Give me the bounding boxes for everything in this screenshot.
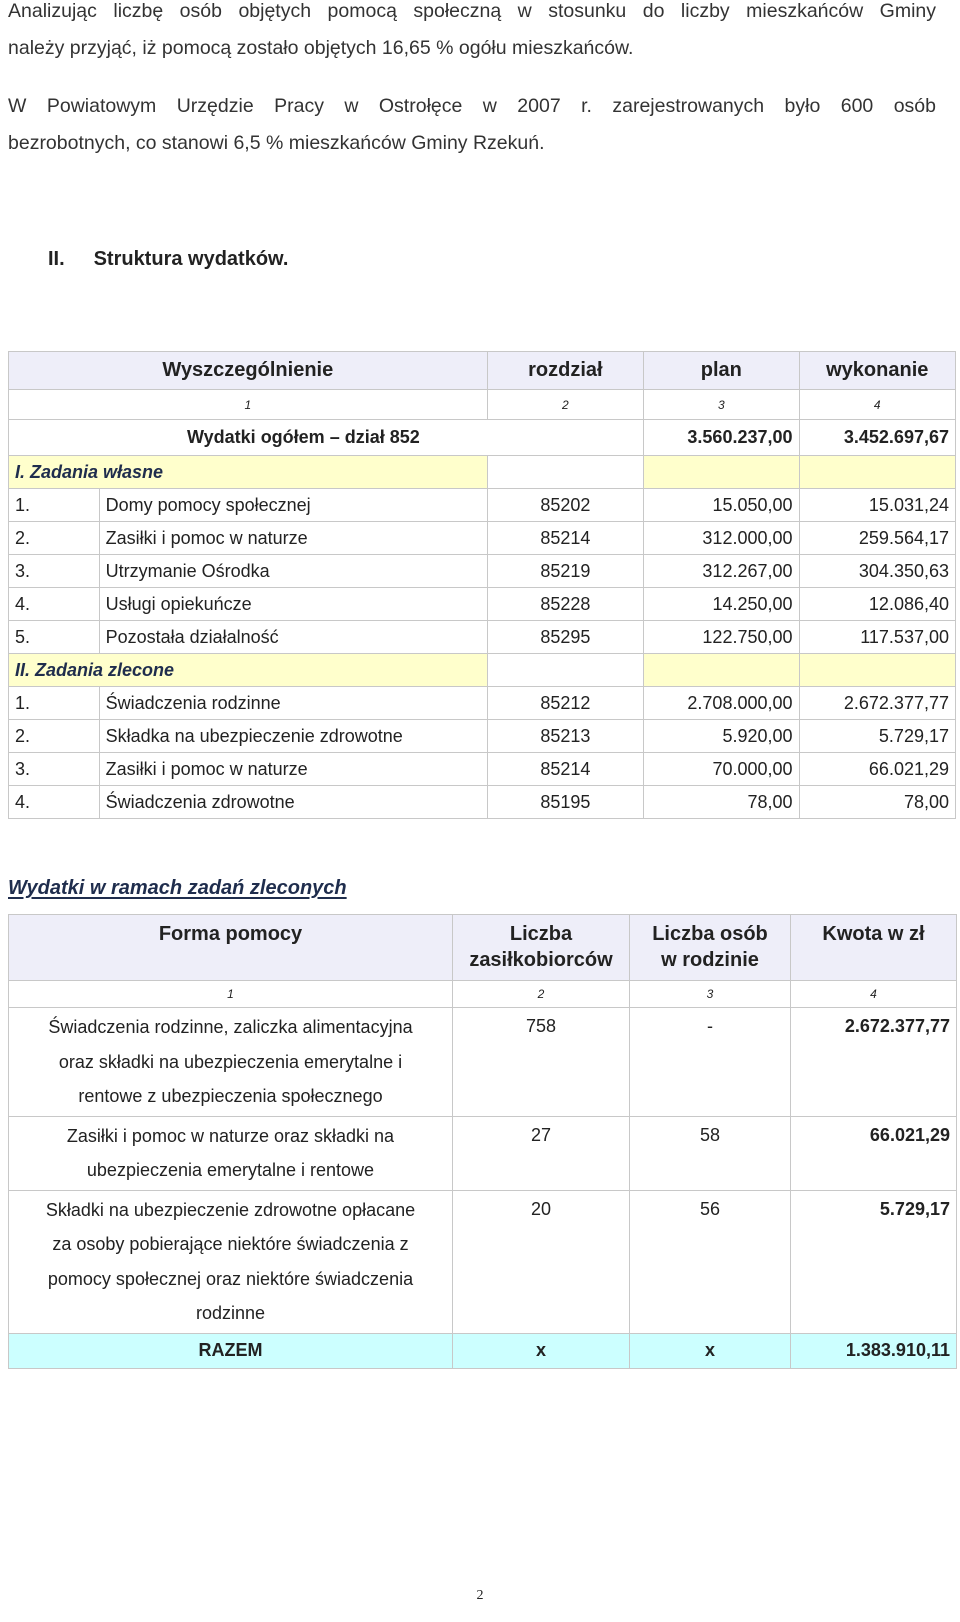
commissioned-expenses-table <box>8 914 957 1369</box>
row-execution: 12.086,40 <box>799 588 955 621</box>
intro-line: bezrobotnych, co stanowi 6,5 % mieszkańców Gminy Rzekuń. <box>8 132 545 154</box>
page-number: 2 <box>476 1588 484 1603</box>
table-row <box>9 1190 957 1333</box>
row-amount: 2.672.377,77 <box>791 1008 957 1117</box>
column-index-row <box>9 981 957 1008</box>
row-plan: 5.920,00 <box>644 720 799 753</box>
row-chapter: 85202 <box>487 489 643 522</box>
row-name: Utrzymanie Ośrodka <box>99 555 487 588</box>
section-label: I. Zadania własne <box>9 456 488 489</box>
commissioned-expenses-heading: Wydatki w ramach zadań zleconych <box>8 877 347 899</box>
row-number: 4. <box>9 786 100 819</box>
row-execution: 78,00 <box>799 786 955 819</box>
total-amount: 1.383.910,11 <box>791 1333 957 1368</box>
empty-cell <box>644 456 799 489</box>
row-family: 58 <box>630 1116 791 1190</box>
section-row-commissioned <box>9 654 956 687</box>
table-row <box>9 588 956 621</box>
total-row <box>9 1333 957 1368</box>
row-chapter: 85212 <box>487 687 643 720</box>
row-beneficiaries: 758 <box>453 1008 630 1117</box>
table-row <box>9 489 956 522</box>
row-execution: 259.564,17 <box>799 522 955 555</box>
table-row <box>9 1008 957 1117</box>
description-line: Zasiłki i pomoc w naturze oraz składki na <box>66 1125 395 1146</box>
table-row <box>9 753 956 786</box>
total-beneficiaries: x <box>453 1333 630 1368</box>
column-index: 3 <box>644 390 799 420</box>
header-line: Liczba <box>509 923 573 945</box>
empty-cell <box>487 654 643 687</box>
row-execution: 304.350,63 <box>799 555 955 588</box>
column-index: 4 <box>799 390 955 420</box>
total-label: RAZEM <box>9 1333 453 1368</box>
table-header-row <box>9 915 957 981</box>
row-plan: 312.267,00 <box>644 555 799 588</box>
header-line: w rodzinie <box>661 949 759 971</box>
row-name: Świadczenia zdrowotne <box>99 786 487 819</box>
row-family: 56 <box>630 1190 791 1333</box>
row-execution: 5.729,17 <box>799 720 955 753</box>
row-execution: 15.031,24 <box>799 489 955 522</box>
empty-cell <box>644 654 799 687</box>
row-plan: 70.000,00 <box>644 753 799 786</box>
row-number: 2. <box>9 720 100 753</box>
expenditure-structure-table <box>8 351 956 819</box>
row-chapter: 85195 <box>487 786 643 819</box>
row-chapter: 85214 <box>487 522 643 555</box>
col-header-amount: Kwota w zł <box>791 915 957 981</box>
total-family: x <box>630 1333 791 1368</box>
col-header-execution: wykonanie <box>799 352 955 390</box>
description-line: pomocy społecznej oraz niektóre świadczenia <box>47 1268 414 1289</box>
col-header-family <box>630 915 791 981</box>
col-header-plan: plan <box>644 352 799 390</box>
row-chapter: 85228 <box>487 588 643 621</box>
section-title <box>48 248 288 271</box>
row-chapter: 85214 <box>487 753 643 786</box>
row-plan: 78,00 <box>644 786 799 819</box>
row-plan: 312.000,00 <box>644 522 799 555</box>
column-index: 4 <box>791 981 957 1008</box>
empty-cell <box>799 654 955 687</box>
description-line: Świadczenia rodzinne, zaliczka alimentacyjna <box>48 1017 413 1037</box>
row-plan: 15.050,00 <box>644 489 799 522</box>
row-name: Domy pomocy społecznej <box>99 489 487 522</box>
row-beneficiaries: 20 <box>453 1190 630 1333</box>
row-number: 4. <box>9 588 100 621</box>
description-line: Składki na ubezpieczenie zdrowotne opłacane <box>45 1199 416 1220</box>
row-name: Pozostała działalność <box>99 621 487 654</box>
intro-line: W Powiatowym Urzędzie Pracy w Ostrołęce w 2007 r. zarejestrowanych było 600 osób <box>8 95 936 117</box>
row-number: 2. <box>9 522 100 555</box>
intro-paragraph-2 <box>8 88 936 162</box>
row-plan: 2.708.000,00 <box>644 687 799 720</box>
row-number: 1. <box>9 687 100 720</box>
section-title-text: Struktura wydatków. <box>93 248 289 270</box>
total-label: Wydatki ogółem – dział 852 <box>9 420 644 456</box>
column-index: 2 <box>453 981 630 1008</box>
column-index: 2 <box>487 390 643 420</box>
header-line: zasiłkobiorców <box>469 949 613 971</box>
row-chapter: 85295 <box>487 621 643 654</box>
row-description <box>9 1008 453 1117</box>
col-header-chapter: rozdział <box>487 352 643 390</box>
row-description <box>9 1190 453 1333</box>
header-line: Liczba osób <box>652 923 768 945</box>
row-execution: 117.537,00 <box>799 621 955 654</box>
table-row <box>9 786 956 819</box>
row-name: Świadczenia rodzinne <box>99 687 487 720</box>
row-name: Składka na ubezpieczenie zdrowotne <box>99 720 487 753</box>
col-header-item: Wyszczególnienie <box>9 352 488 390</box>
row-family: - <box>630 1008 791 1117</box>
row-plan: 122.750,00 <box>644 621 799 654</box>
description-line: oraz składki na ubezpieczenia emerytalne i <box>58 1051 403 1072</box>
column-index-row <box>9 390 956 420</box>
row-execution: 2.672.377,77 <box>799 687 955 720</box>
total-plan: 3.560.237,00 <box>644 420 799 456</box>
intro-paragraph-1 <box>8 0 936 67</box>
row-amount: 5.729,17 <box>791 1190 957 1333</box>
col-header-form: Forma pomocy <box>9 915 453 981</box>
column-index: 3 <box>630 981 791 1008</box>
table-row <box>9 522 956 555</box>
row-number: 3. <box>9 753 100 786</box>
description-line: rodzinne <box>195 1303 266 1323</box>
total-execution: 3.452.697,67 <box>799 420 955 456</box>
row-number: 1. <box>9 489 100 522</box>
row-description <box>9 1116 453 1190</box>
intro-line: Analizując liczbę osób objętych pomocą społeczną w stosunku do liczby mieszkańców Gminy <box>8 0 936 22</box>
table-row <box>9 555 956 588</box>
row-chapter: 85213 <box>487 720 643 753</box>
empty-cell <box>487 456 643 489</box>
row-chapter: 85219 <box>487 555 643 588</box>
table-row <box>9 687 956 720</box>
description-line: za osoby pobierające niektóre świadczenia z <box>52 1234 409 1254</box>
row-name: Zasiłki i pomoc w naturze <box>99 753 487 786</box>
intro-line: należy przyjąć, iż pomocą zostało objętych 16,65 % ogółu mieszkańców. <box>8 37 634 59</box>
row-name: Usługi opiekuńcze <box>99 588 487 621</box>
row-beneficiaries: 27 <box>453 1116 630 1190</box>
row-number: 5. <box>9 621 100 654</box>
row-execution: 66.021,29 <box>799 753 955 786</box>
total-row <box>9 420 956 456</box>
row-number: 3. <box>9 555 100 588</box>
description-line: ubezpieczenia emerytalne i rentowe <box>86 1160 375 1180</box>
table-row <box>9 1116 957 1190</box>
table-row <box>9 720 956 753</box>
row-amount: 66.021,29 <box>791 1116 957 1190</box>
column-index: 1 <box>9 390 488 420</box>
section-row-own <box>9 456 956 489</box>
col-header-beneficiaries <box>453 915 630 981</box>
table-row <box>9 621 956 654</box>
section-number: II. <box>48 248 65 270</box>
column-index: 1 <box>9 981 453 1008</box>
row-plan: 14.250,00 <box>644 588 799 621</box>
table-header-row <box>9 352 956 390</box>
row-name: Zasiłki i pomoc w naturze <box>99 522 487 555</box>
section-label: II. Zadania zlecone <box>9 654 488 687</box>
empty-cell <box>799 456 955 489</box>
description-line: rentowe z ubezpieczenia społecznego <box>78 1086 383 1106</box>
